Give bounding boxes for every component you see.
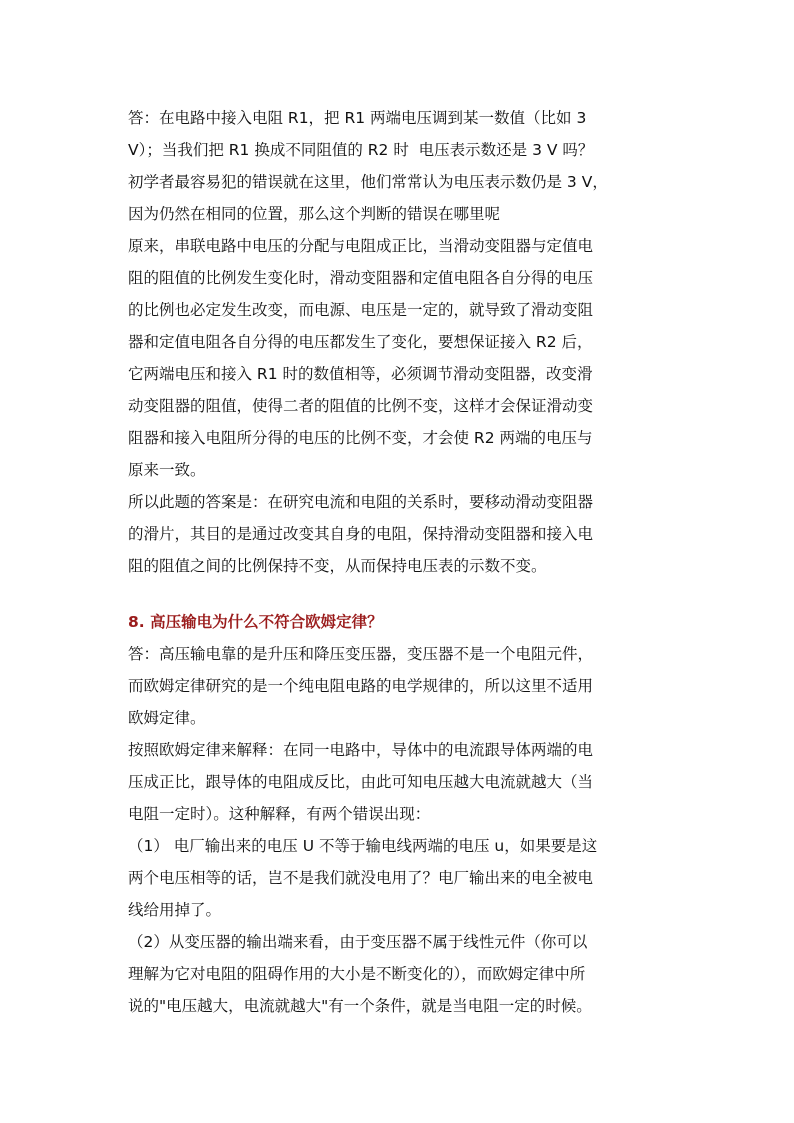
section-heading-8: 8. 高压输电为什么不符合欧姆定律？ — [128, 613, 383, 631]
text-line: 答：高压输电靠的是升压和降压变压器，变压器不是一个电阻元件， — [128, 645, 594, 663]
document-body — [128, 102, 668, 1022]
text-line: 说的"电压越大，电流就越大"有一个条件，就是当电阻一定的时候。 — [128, 997, 592, 1015]
text-line: 所以此题的答案是：在研究电流和电阻的关系时，要移动滑动变阻器 — [128, 493, 594, 511]
paragraph-error-1 — [128, 830, 668, 926]
text-line: 答：在电路中接入电阻 R1，把 R1 两端电压调到某一数值（比如 3 — [128, 109, 587, 127]
text-line: 阻的阻值的比例发生变化时，滑动变阻器和定值电阻各自分得的电压 — [128, 269, 594, 287]
text-line: V）；当我们把 R1 换成不同阻值的 R2 时 电压表示数还是 3 V 吗？ — [128, 141, 594, 159]
text-line: 而欧姆定律研究的是一个纯电阻电路的电学规律的，所以这里不适用 — [128, 677, 594, 695]
text-line: （2）从变压器的输出端来看，由于变压器不属于线性元件（你可以 — [128, 933, 588, 951]
text-line: 阻器和接入电阻所分得的电压的比例不变，才会使 R2 两端的电压与 — [128, 429, 593, 447]
paragraph-answer-8 — [128, 638, 668, 734]
text-line: 的滑片，其目的是通过改变其自身的电阻，保持滑动变阻器和接入电 — [128, 525, 594, 543]
section-spacer — [128, 582, 668, 606]
text-line: 原来一致。 — [128, 461, 206, 479]
text-line: 按照欧姆定律来解释：在同一电路中，导体中的电流跟导体两端的电 — [128, 741, 594, 759]
text-line: （1） 电厂输出来的电压 U 不等于输电线两端的电压 u，如果要是这 — [128, 837, 598, 855]
paragraph-error-2 — [128, 926, 668, 1022]
paragraph-ohm-explanation — [128, 734, 668, 830]
text-line: 动变阻器的阻值，使得二者的阻值的比例不变，这样才会保证滑动变 — [128, 397, 594, 415]
text-line: 电阻一定时）。这种解释，有两个错误出现： — [128, 805, 431, 823]
text-line: 它两端电压和接入 R1 时的数值相等，必须调节滑动变阻器，改变滑 — [128, 365, 593, 383]
text-line: 压成正比，跟导体的电阻成反比，由此可知电压越大电流就越大（当 — [128, 773, 594, 791]
text-line: 因为仍然在相同的位置，那么这个判断的错误在哪里呢 — [128, 205, 501, 223]
text-line: 的比例也必定发生改变，而电源、电压是一定的，就导致了滑动变阻 — [128, 301, 594, 319]
paragraph-conclusion — [128, 486, 668, 582]
paragraph-explanation — [128, 230, 668, 486]
text-line: 线给用掉了。 — [128, 901, 222, 919]
text-line: 原来，串联电路中电压的分配与电阻成正比，当滑动变阻器与定值电 — [128, 237, 594, 255]
text-line: 初学者最容易犯的错误就在这里，他们常常认为电压表示数仍是 3 V， — [128, 173, 608, 191]
text-line: 理解为它对电阻的阻碍作用的大小是不断变化的），而欧姆定律中所 — [128, 965, 586, 983]
text-line: 器和定值电阻各自分得的电压都发生了变化，要想保证接入 R2 后， — [128, 333, 593, 351]
paragraph-answer-7-intro — [128, 102, 668, 230]
text-line: 阻的阻值之间的比例保持不变，从而保持电压表的示数不变。 — [128, 557, 547, 575]
text-line: 欧姆定律。 — [128, 709, 206, 727]
text-line: 两个电压相等的话，岂不是我们就没电用了？电厂输出来的电全被电 — [128, 869, 594, 887]
